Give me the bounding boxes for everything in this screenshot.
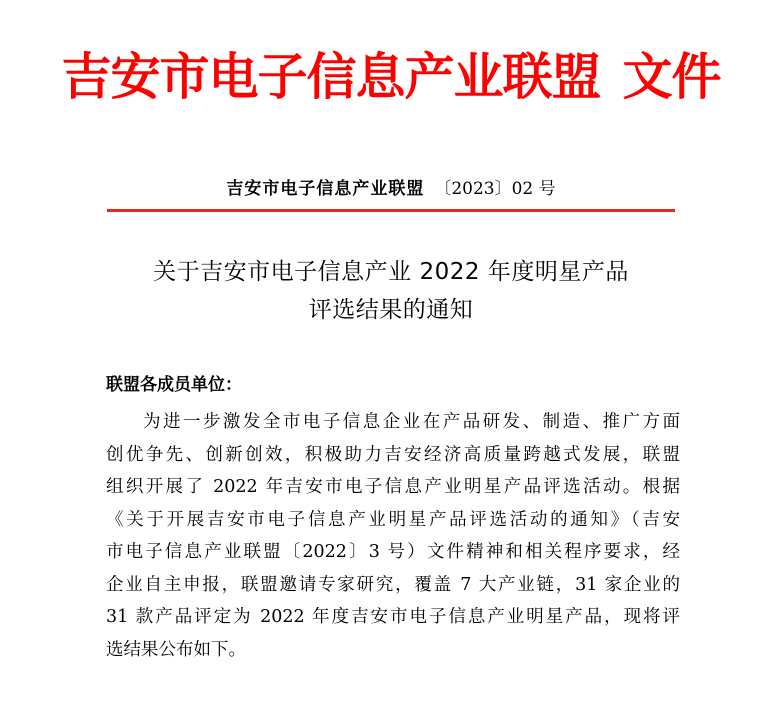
body-line: 组织开展了 2022 年吉安市电子信息产业明星产品评选活动。根据 [106, 477, 680, 497]
masthead-doc-label: 文件 [622, 48, 721, 106]
body-line: 《关于开展吉安市电子信息产业明星产品评选活动的通知》（吉安 [106, 509, 680, 530]
document-title [0, 253, 782, 329]
title-line-2: 评选结果的通知 [308, 297, 474, 323]
body-line: 为进一步激发全市电子信息企业在产品研发、制造、推广方面 [143, 412, 680, 432]
masthead-org: 吉安市电子信息产业联盟 [61, 48, 601, 106]
masthead [0, 42, 782, 112]
body-line: 选结果公布如下。 [106, 639, 246, 660]
body-line: 企业自主申报，联盟邀请专家研究，覆盖 7 大产业链，31 家企业的 [106, 574, 680, 595]
issuer-name: 吉安市电子信息产业联盟 [226, 179, 425, 199]
salutation: 联盟各成员单位： [106, 375, 242, 395]
title-line-1: 关于吉安市电子信息产业 2022 年度明星产品 [153, 259, 629, 285]
document-number: 〔2023〕02 号 [434, 179, 556, 199]
red-separator-rule [107, 209, 675, 212]
body-line: 创优争先、创新创效，积极助力吉安经济高质量跨越式发展，联盟 [106, 444, 680, 465]
body-line: 31 款产品评定为 2022 年度吉安市电子信息产业明星产品，现将评 [106, 607, 680, 627]
body-paragraph [106, 406, 680, 666]
document-number-line [0, 176, 782, 202]
body-line: 市电子信息产业联盟〔2022〕3 号）文件精神和相关程序要求，经 [106, 542, 680, 562]
